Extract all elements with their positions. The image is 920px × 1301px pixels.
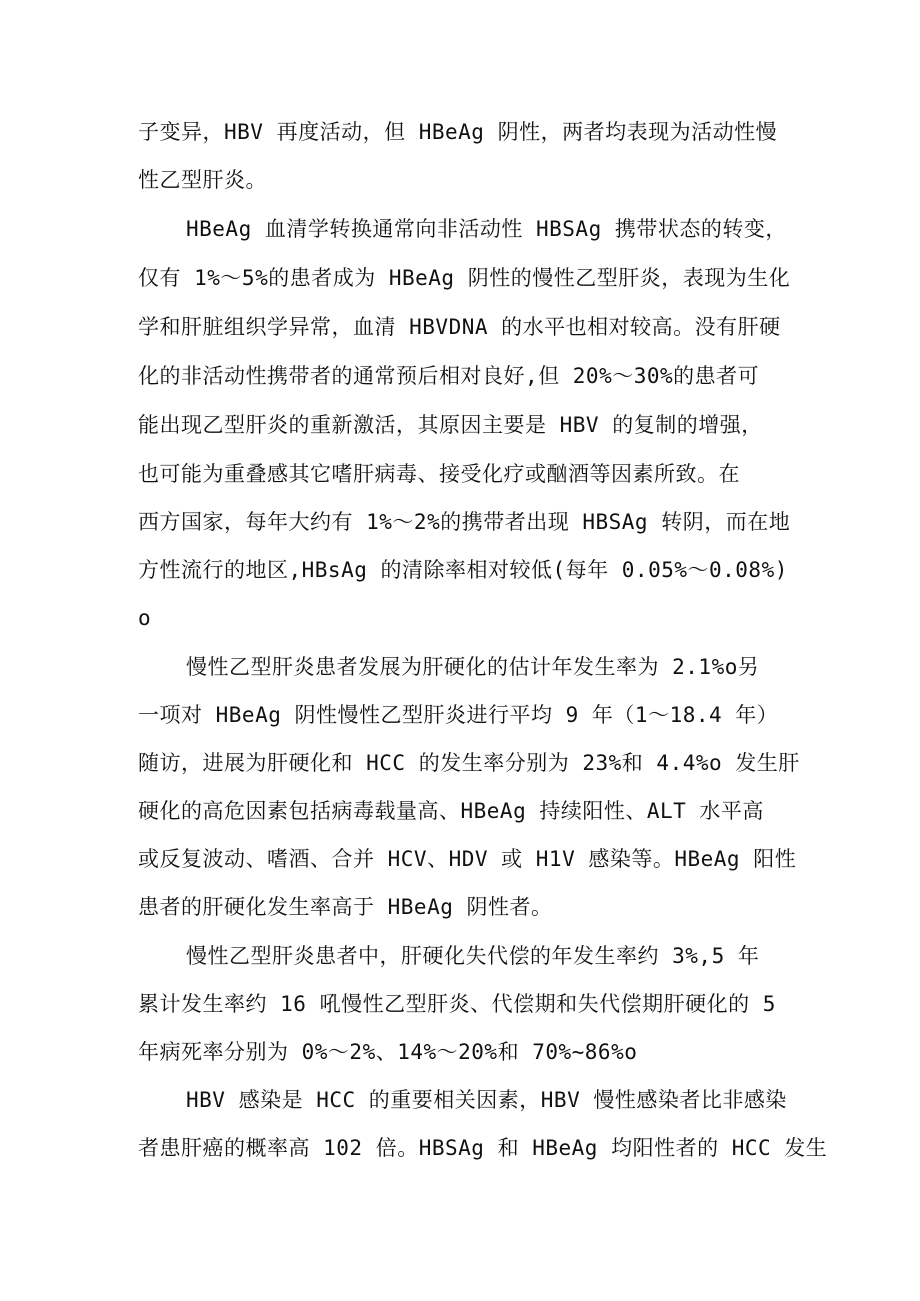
text-line: 也可能为重叠感其它嗜肝病毒、接受化疗或酗酒等因素所致。在 [138, 462, 740, 486]
text-line: 累计发生率约 16 吼慢性乙型肝炎、代偿期和失代偿期肝硬化的 5 [138, 992, 776, 1016]
text-line: 硬化的高危因素包括病毒载量高、HBeAg 持续阳性、ALT 水平高 [138, 799, 764, 823]
text-line: HBV 感染是 HCC 的重要相关因素，HBV 慢性感染者比非感染 [186, 1088, 787, 1112]
text-line: 或反复波动、嗜酒、合并 HCV、HDV 或 H1V 感染等。HBeAg 阳性 [138, 847, 797, 871]
text-line: 慢性乙型肝炎患者发展为肝硬化的估计年发生率为 2.1%o另 [186, 655, 760, 679]
text-line: 化的非活动性携带者的通常预后相对良好,但 20%～30%的患者可 [138, 364, 760, 388]
text-line: 者患肝癌的概率高 102 倍。HBSAg 和 HBeAg 均阳性者的 HCC 发生 [138, 1136, 828, 1160]
text-line: 随访，进展为肝硬化和 HCC 的发生率分别为 23%和 4.4%o 发生肝 [138, 751, 800, 775]
text-line: HBeAg 血清学转换通常向非活动性 HBSAg 携带状态的转变， [186, 217, 787, 241]
text-line: 仅有 1%～5%的患者成为 HBeAg 阴性的慢性乙型肝炎，表现为生化 [138, 266, 791, 290]
text-line: 慢性乙型肝炎患者中，肝硬化失代偿的年发生率约 3%,5 年 [186, 944, 760, 968]
text-line: 能出现乙型肝炎的重新激活，其原因主要是 HBV 的复制的增强， [138, 413, 763, 437]
text-line: 方性流行的地区,HBsAg 的清除率相对较低(每年 0.05%～0.08%) [138, 558, 788, 582]
text-line: 子变异，HBV 再度活动，但 HBeAg 阴性，两者均表现为活动性慢 [138, 120, 778, 144]
text-line: 年病死率分别为 0%～2%、14%～20%和 70%~86%o [138, 1040, 638, 1064]
text-line: 学和肝脏组织学异常，血清 HBVDNA 的水平也相对较高。没有肝硬 [138, 315, 781, 339]
text-line: 患者的肝硬化发生率高于 HBeAg 阴性者。 [138, 895, 553, 919]
text-line: 性乙型肝炎。 [138, 168, 267, 192]
text-line: 一项对 HBeAg 阴性慢性乙型肝炎进行平均 9 年（1～18.4 年） [138, 703, 779, 727]
text-line: 西方国家，每年大约有 1%～2%的携带者出现 HBSAg 转阴，而在地 [138, 510, 791, 534]
text-line: o [138, 606, 152, 630]
